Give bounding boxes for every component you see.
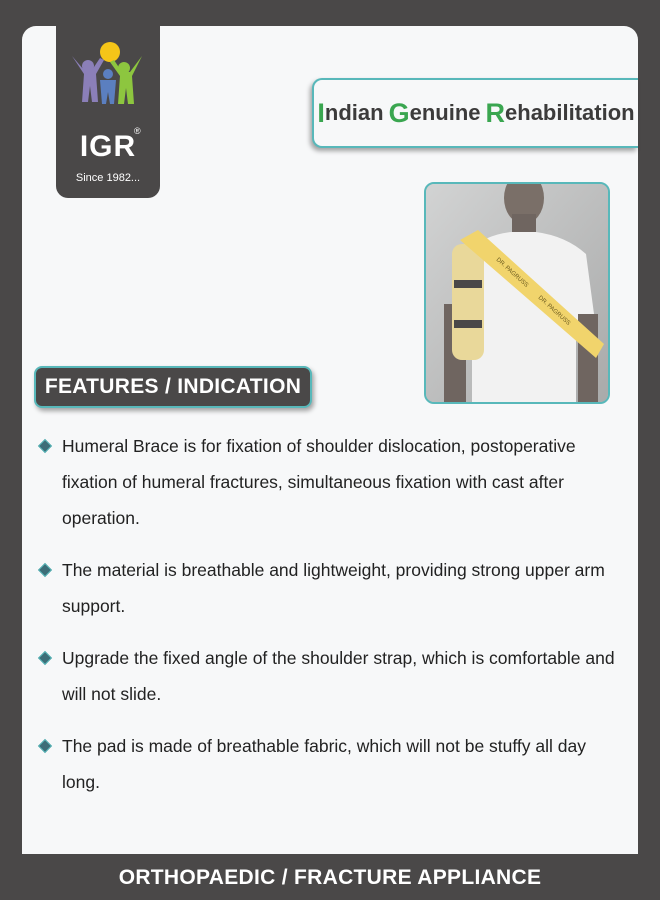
brand-initial-r: R [485,97,506,128]
feature-text: Humeral Brace is for fixation of shoulder dislocation, postoperative fixation of humeral fractures, simultaneous fixation with cast after operation. [62,436,576,528]
people-logo-icon [70,42,146,124]
feature-text: The material is breathable and lightweight, providing strong upper arm support. [62,560,605,616]
diamond-bullet-icon [38,651,52,665]
diamond-bullet-icon [38,563,52,577]
strap-label: DR. PAGRUSS [494,257,530,289]
product-photo [424,182,610,404]
diamond-bullet-icon [38,739,52,753]
logo [56,26,160,198]
list-item [38,728,628,800]
diamond-bullet-icon [38,439,52,453]
brand-banner [312,78,638,148]
brand-initial-i: I [317,97,325,128]
registered-mark: ® [134,126,141,136]
brand-word-indian: ndian [324,100,384,125]
brand-initial-g: G [388,97,410,128]
brand-word-rehabilitation: ehabilitation [505,100,635,125]
brand-word-genuine: enuine [409,100,481,125]
list-item [38,640,628,712]
features-heading: FEATURES / INDICATION [34,366,312,408]
list-item [38,428,628,536]
list-item [38,552,628,624]
footer-banner: ORTHOPAEDIC / FRACTURE APPLIANCE [118,866,542,889]
strap-label: DR. PAGRUSS [536,295,572,327]
feature-text: The pad is made of breathable fabric, which will not be stuffy all day long. [62,736,586,792]
feature-text: Upgrade the fixed angle of the shoulder strap, which is comfortable and will not slide. [62,648,615,704]
logo-tagline: Since 1982... [75,172,141,184]
feature-list [38,428,628,816]
logo-name: IGR [79,130,137,163]
